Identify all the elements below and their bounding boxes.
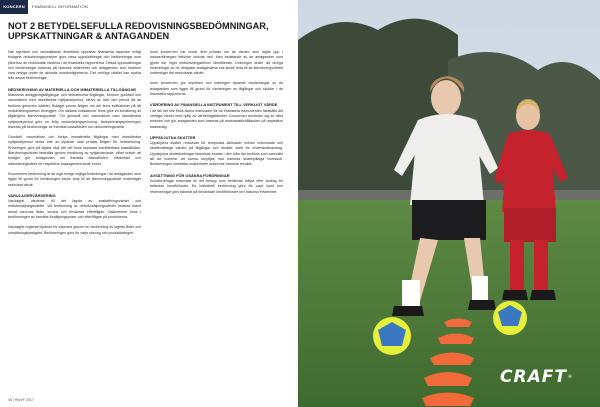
paragraph: Inom koncernen gör styrelsen och ledningen löpande bedömningar av de antaganden som ligger till grund för värderingen av tillgångar och skulder i de finansiella rapporterna. — [150, 81, 283, 97]
subheading: VARULAGERVÄRDERING — [8, 192, 56, 198]
subheading: AVSÄTTNING FÖR OSÄKRA FORDRINGAR — [150, 172, 230, 178]
paragraph: Uppskjutna skatter redovisas för temporära skillnader mellan redovisade och skattemässiga värden på tillgångar och skulder samt för underskottsavdrag. Uppskjutna skattefordringar redovisas endast i den mån det bedöms som sannolikt att de kommer att kunna utnyttjas mot framtida skattepliktiga överskott. Bedömningen innefattar osäkerheter avseende framtida resultat. — [150, 141, 283, 167]
paragraph: Koncernens bedömning är att inga rimligt möjliga förändringar i de antaganden som ligger till grund för beräkningen skulle leda till att återvinningsvärdet understiger redovisat värde. — [8, 171, 141, 187]
paragraph: Kundfordringar redovisas till det belopp som beräknas inflyta efter avdrag för befarade kundförluster. En individuell bedömning görs för varje kund och reserveringar görs baserat på förväntade kreditförluster och historisk erfarenhet. — [150, 178, 283, 194]
paragraph: När styrelsen och verkställande direktören upprättar finansiella rapporter enligt bolagets redovisningsprinciper görs vissa uppskattningar och bedömningar som påverkar de redovisade värdena i de finansiella rapporterna. Dessa uppskattningar och bedömningar baseras på historisk erfarenhet och antaganden som bedöms vara rimliga under de aktuella omständigheterna. Det verkliga utfallet kan avvika från dessa bedömningar. — [8, 50, 141, 81]
paragraph: Varulagret värderas till det lägsta av anskaffningsvärdet och nettoförsäljningsvärdet. Vid bedömning av nettoförsäljningsvärdet beaktas bland annat varornas ålder, kurans och förväntad efterfrågan. Osäkerheter finns i bedömningen av framtida försäljningspriser och efterfrågan på produkterna. — [8, 199, 141, 220]
registered-mark: ® — [567, 374, 573, 379]
text-column-left — [8, 50, 141, 241]
section-tag: KONCERN — [0, 0, 28, 14]
craft-logo — [500, 367, 573, 387]
paragraph: Materiella anläggningstillgångar och immateriella tillgångar, förutom goodwill och varumärken med obestämbar nyttjandeperiod, skrivs av över den period då de bedöms generera intäkter. Bolaget prövar årligen om det finns indikationer på att nedskrivningsbehov föreligger. Om sådana indikationer finns görs en beräkning av tillgångens återvinningsvärde. För goodwill och varumärken med obestämbar nyttjandeperiod görs en årlig nedskrivningsprövning. Nedskrivningsprövningen baseras på bedömningar av framtida kassaflöden och diskonteringsränta. — [8, 93, 141, 129]
paragraph: Varulagret regleras löpande för inkurans genom en bedömning av lagrets ålder och omsättningshastighet. Bedömningen görs för varje säsong och produktkategori. — [8, 225, 141, 235]
page-title: NOT 2 BETYDELSEFULLA REDOVISNINGSBEDÖMNINGAR, UPPSKATTNINGAR & ANTAGANDEN — [8, 21, 269, 41]
subheading: UPPSKJUTNA SKATTER — [150, 134, 196, 140]
page-header — [0, 0, 295, 14]
paragraph: Goodwill, varumärken och övriga immateriella tillgångar med obestämbar nyttjandeperiod skrivs inte av löpande utan prövas årligen för nedskrivning. Prövningen görs på lägsta nivå där det finns separata identifierbara kassaflöden. Återvinningsvärdet fastställs genom beräkning av nyttjandevärde, vilket kräver att bolaget gör antaganden om framtida kassaflöden, tillväxttakt och diskonteringsränta för respektive kassagenererande enhet. — [8, 135, 141, 166]
football-2 — [493, 301, 527, 335]
paragraph: I de fall det inte finns aktiva marknader för de finansiella instrumenten fastställs det verkliga värdet med hjälp av värderingstekniker. Koncernen använder sig av olika metoder och gör antaganden som baseras på marknadsförhållanden på respektive balansdag. — [150, 108, 283, 129]
page-footer: 46 | HWVF 2017 — [8, 398, 34, 402]
section-label: FINANSIELL INFORMATION — [32, 4, 88, 9]
subheading: NEDSKRIVNING AV MATERIELLA OCH IMMATERIELLA TILLGÅNGAR — [8, 86, 136, 92]
craft-logo-text: CRAFT — [500, 367, 567, 387]
subheading: VÄRDERING AV FINANSIELLA INSTRUMENT TILL VERKLIGT VÄRDE — [150, 102, 278, 108]
paragraph: Inom koncernen har under året prövats om de värden som tagits upp i balansräkningen behöver skrivas ned. Med beaktande av de antaganden som gjorts har inget nedskrivningsbehov identifierats. Ledningen anser att rimliga förändringar av de viktigaste antagandena inte skulle leda till att återvinningsvärdet understiger det redovisade värdet. — [150, 50, 283, 76]
text-column-right — [150, 50, 283, 200]
photo-page — [298, 0, 600, 407]
football-training-photo — [298, 0, 600, 407]
left-page — [0, 0, 295, 407]
football-1 — [373, 317, 411, 355]
